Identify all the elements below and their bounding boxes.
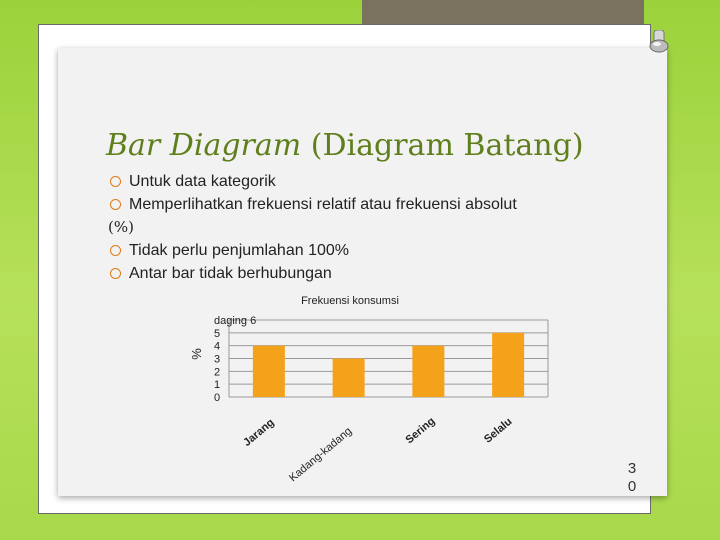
bullet-text: Memperlihatkan frekuensi relatif atau frekuensi absolut [129, 196, 517, 213]
page-number [622, 460, 642, 496]
chart-x-tick-label: Selalu [481, 415, 515, 446]
chart-y-tick-label: 4 [214, 340, 221, 353]
slide-title-rest: (Diagram Batang) [301, 128, 584, 163]
bullet-text: Antar bar tidak berhubungan [129, 265, 332, 282]
bullet-continuation: (%) [108, 218, 134, 236]
chart-y-tick-label: 5 [214, 327, 221, 340]
chart-bar [412, 346, 444, 397]
chart-title: Frekuensi konsumsi [301, 295, 399, 307]
slide-title-italic: Bar Diagram [106, 128, 302, 163]
chart-bars [253, 333, 524, 397]
page-number-line: 0 [627, 478, 637, 495]
chart-y-tick-label: 2 [214, 366, 221, 379]
chart-bar [253, 346, 285, 397]
chart-bar [333, 359, 365, 398]
chart-x-tick-label: Jarang [241, 416, 277, 449]
bullet-text: Untuk data kategorik [129, 173, 276, 190]
chart-x-tick-label: Sering [403, 415, 438, 447]
chart-y-ticks [214, 315, 256, 404]
chart-y-tick-label: 1 [214, 379, 221, 392]
chart-y-axis-label: % [189, 348, 204, 360]
chart-x-tick-label: Kadang-kadang [287, 425, 355, 485]
chart-y-tick-label: 0 [214, 392, 221, 404]
bullet-text: Tidak perlu penjumlahan 100% [129, 242, 349, 259]
chart-x-ticks [241, 415, 514, 484]
chart-y-tick-label: 3 [214, 353, 221, 366]
chart-y-tick-label: daging 6 [214, 315, 257, 327]
page-number-line: 3 [627, 460, 637, 477]
chart-bar [492, 333, 524, 397]
